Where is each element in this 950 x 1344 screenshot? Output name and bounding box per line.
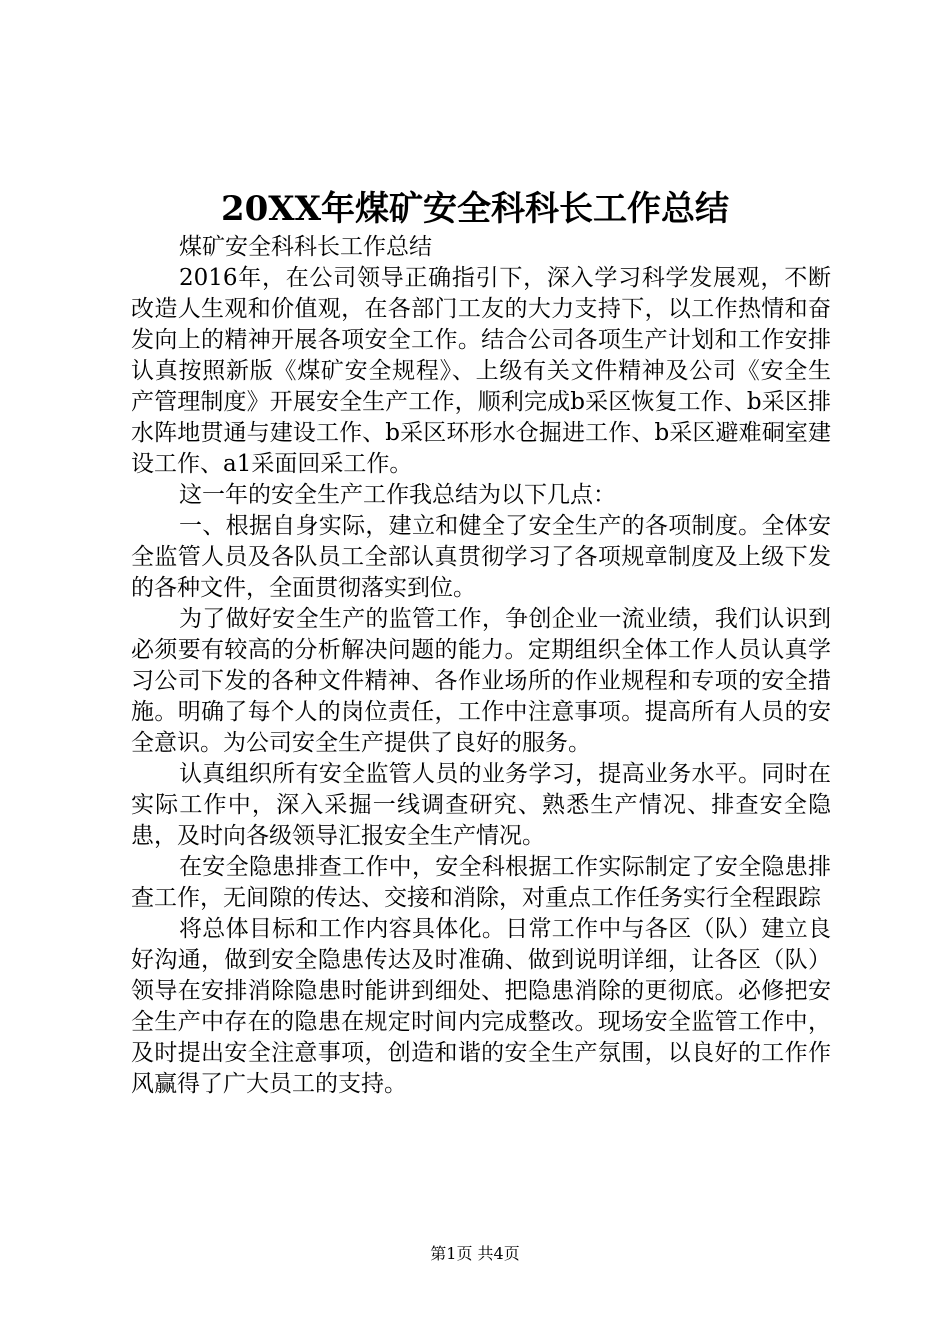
hazard-check-paragraph: 在安全隐患排查工作中，安全科根据工作实际制定了安全隐患排查工作，无间隙的传达、交接和消除，对重点工作任务实行全程跟踪 — [131, 854, 831, 911]
study-paragraph: 认真组织所有安全监管人员的业务学习，提高业务水平。同时在实际工作中，深入采掘一线调查研究、熟悉生产情况、排查安全隐患，及时向各级领导汇报安全生产情况。 — [131, 761, 831, 849]
summary-lead-paragraph: 这一年的安全生产工作我总结为以下几点： — [179, 482, 616, 508]
intro-paragraph: 2016年，在公司领导正确指引下，深入学习科学发展观，不断改造人生观和价值观，在各部门工友的大力支持下，以工作热情和奋发向上的精神开展各项安全工作。结合公司各项生产计划和工作安排认真按照新版《煤矿安全规程》、上级有关文件精神及公司《安全生产管理制度》开展安全生产工作，顺利完成b采区恢复工作、b采区排水阵地贯通与建设工作、b采区环形水仓掘进工作、b采区避难硐室建设工作、a1采面回采工作。 — [131, 265, 831, 477]
document-body — [131, 232, 831, 1100]
subtitle-paragraph: 煤矿安全科科长工作总结 — [179, 234, 432, 260]
page-number-footer: 第1页 共4页 — [430, 1244, 520, 1263]
document-title: 20XX年煤矿安全科科长工作总结 — [220, 189, 730, 229]
goals-paragraph: 将总体目标和工作内容具体化。日常工作中与各区（队）建立良好沟通，做到安全隐患传达及时准确、做到说明详细，让各区（队）领导在安排消除隐患时能讲到细处、把隐患消除的更彻底。必修把安全生产中存在的隐患在规定时间内完成整改。现场安全监管工作中，及时提出安全注意事项，创造和谐的安全生产氛围，以良好的工作作风赢得了广大员工的支持。 — [131, 916, 831, 1097]
supervision-paragraph: 为了做好安全生产的监管工作，争创企业一流业绩，我们认识到必须要有较高的分析解决问题的能力。定期组织全体工作人员认真学习公司下发的各种文件精神、各作业场所的作业规程和专项的安全措施。明确了每个人的岗位责任，工作中注意事项。提高所有人员的安全意识。为公司安全生产提供了良好的服务。 — [131, 606, 831, 756]
point-one-paragraph: 一、根据自身实际，建立和健全了安全生产的各项制度。全体安全监管人员及各队员工全部认真贯彻学习了各项规章制度及上级下发的各种文件，全面贯彻落实到位。 — [131, 513, 831, 601]
